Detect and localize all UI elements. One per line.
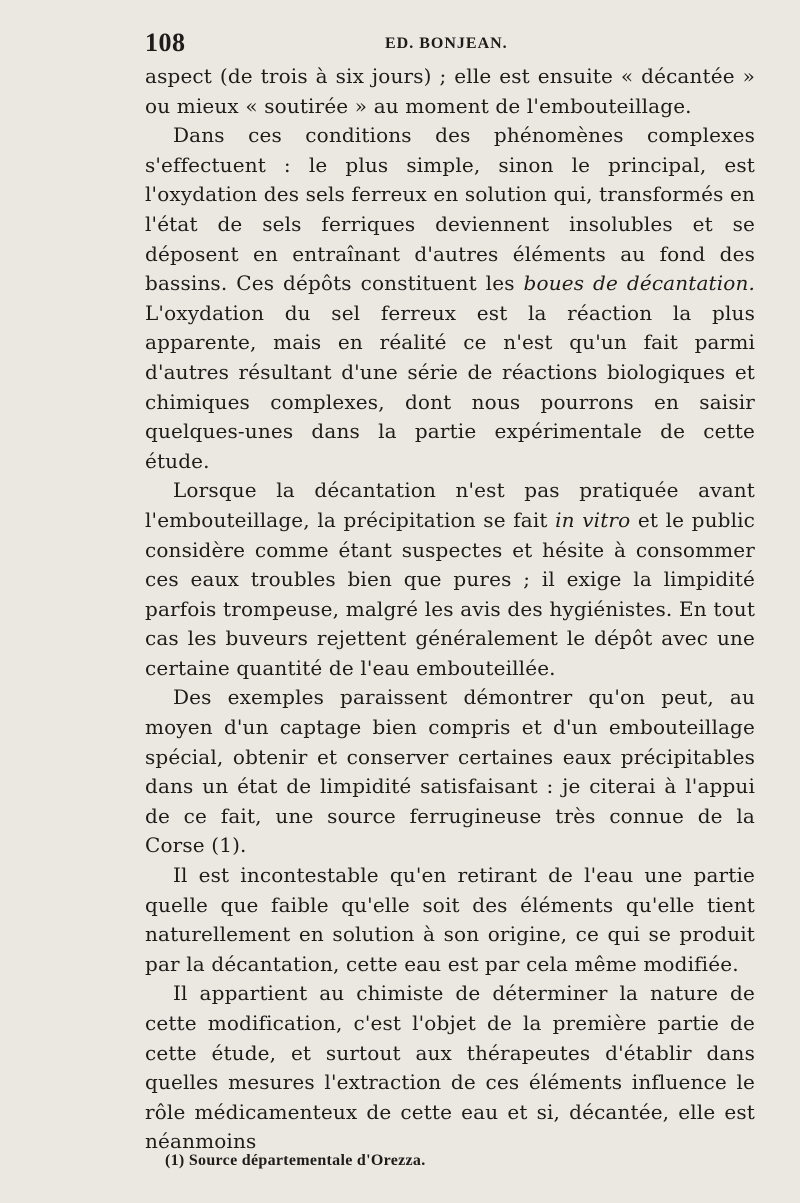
paragraph-2 xyxy=(145,121,755,476)
paragraph-1-text: aspect (de trois à six jours) ; elle est ensuite « décantée » ou mieux « soutirée » au moment de l'embouteillage. xyxy=(145,64,755,118)
paragraph-2-text-end: L'oxydation du sel ferreux est la réaction la plus apparente, mais en réalité ce n'est qu'un fait parmi d'autres résultant d'une série de réactions biologiques et chimiques complexes, dont nous pourrons en saisir quelques-unes dans la partie expérimentale de cette étude. xyxy=(145,300,755,473)
paragraph-3 xyxy=(145,476,755,683)
footnote: (1) Source départementale d'Orezza. xyxy=(165,1152,426,1169)
paragraph-3-text-start: Lorsque la décantation n'est pas pratiquée avant l'embouteillage, la précipitation se fait xyxy=(145,478,755,532)
paragraph-4 xyxy=(145,683,755,861)
running-head: ED. BONJEAN. xyxy=(385,35,508,52)
page-header xyxy=(145,28,765,58)
paragraph-6-text: Il appartient au chimiste de déterminer la nature de cette modification, c'est l'objet de la première partie de cette étude, et surtout aux thérapeutes d'établir dans quelles mesures l'extraction de ces éléments influence le rôle médicamenteux de cette eau et si, décantée, elle est néanmoins xyxy=(145,981,755,1154)
paragraph-2-text-start: Dans ces conditions des phénomènes complexes s'effectuent : le plus simple, sinon le principal, est l'oxydation des sels ferreux en solution qui, transformés en l'état de sels ferriques deviennent insolubles et se déposent en entraînant d'autres éléments au fond des bassins. Ces dépôts constituent les xyxy=(145,123,756,296)
paragraph-3-italic: in vitro xyxy=(555,507,631,532)
paragraph-2-italic: boues de décantation. xyxy=(523,271,756,296)
body-text xyxy=(145,62,755,1157)
paragraph-1 xyxy=(145,62,755,121)
page-number: 108 xyxy=(145,28,186,57)
paragraph-3-text-end: et le public considère comme étant suspectes et hésite à consommer ces eaux troubles bien que pures ; il exige la limpidité parfois trompeuse, malgré les avis des hygiénistes. En tout cas les buveurs rejettent généralement le dépôt avec une certaine quantité de l'eau embouteillée. xyxy=(145,507,756,680)
paragraph-5-text: Il est incontestable qu'en retirant de l'eau une partie quelle que faible qu'elle soit des éléments qu'elle tient naturellement en solution à son origine, ce qui se produit par la décantation, cette eau est par cela même modifiée. xyxy=(145,863,755,976)
paragraph-5 xyxy=(145,861,755,979)
paragraph-6 xyxy=(145,979,755,1157)
paragraph-4-text: Des exemples paraissent démontrer qu'on peut, au moyen d'un captage bien compris et d'un embouteillage spécial, obtenir et conserver certaines eaux précipitables dans un état de limpidité satisfaisant : je citerai à l'appui de ce fait, une source ferrugineuse très connue de la Corse (1). xyxy=(145,685,755,858)
